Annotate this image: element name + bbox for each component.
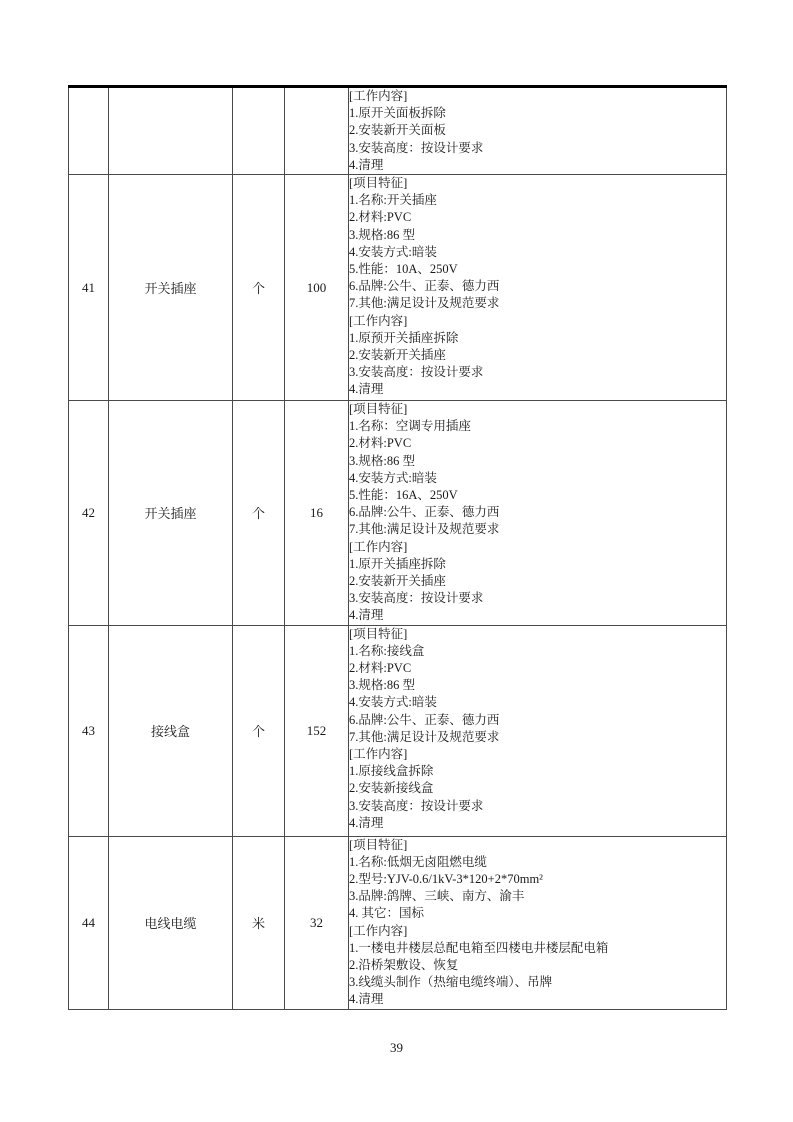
detail-line: 1.名称:接线盒 bbox=[349, 643, 425, 658]
detail-line: 3.安装高度：按设计要求 bbox=[349, 798, 484, 813]
detail-line: 7.其他:满足设计及规范要求 bbox=[349, 296, 500, 311]
table-row bbox=[69, 625, 727, 836]
page-number: 39 bbox=[390, 1040, 403, 1055]
detail-line: 1.一楼电井楼层总配电箱至四楼电井楼层配电箱 bbox=[349, 940, 609, 955]
name-cell: 电线电缆 bbox=[109, 836, 233, 1009]
detail-line: 1.原开关面板拆除 bbox=[349, 106, 446, 121]
detail-line: 1.原开关插座拆除 bbox=[349, 556, 446, 571]
detail-line: 7.其他:满足设计及规范要求 bbox=[349, 729, 500, 744]
boq-table bbox=[68, 85, 727, 1010]
detail-line: [项目特征] bbox=[349, 176, 408, 191]
detail-cell bbox=[349, 836, 727, 1009]
detail-lines bbox=[349, 837, 726, 1009]
detail-cell bbox=[349, 401, 727, 626]
qty-cell bbox=[285, 87, 349, 175]
detail-line: 4.清理 bbox=[349, 157, 384, 172]
name-cell bbox=[109, 87, 233, 175]
name-cell: 接线盒 bbox=[109, 625, 233, 836]
detail-line: 2.型号:YJV-0.6/1kV-3*120+2*70mm² bbox=[349, 872, 543, 887]
unit-cell: 个 bbox=[233, 175, 285, 401]
detail-line: 3.规格:86 型 bbox=[349, 227, 415, 242]
detail-cell bbox=[349, 87, 727, 175]
table-row bbox=[69, 836, 727, 1009]
detail-line: 2.材料:PVC bbox=[349, 436, 412, 451]
detail-line: 2.材料:PVC bbox=[349, 661, 412, 676]
detail-line: 4.清理 bbox=[349, 608, 384, 623]
seq-cell bbox=[69, 87, 109, 175]
detail-line: [工作内容] bbox=[349, 313, 408, 328]
unit-cell: 米 bbox=[233, 836, 285, 1009]
seq-cell: 42 bbox=[69, 401, 109, 626]
detail-line: [工作内容] bbox=[349, 539, 408, 554]
qty-cell: 100 bbox=[285, 175, 349, 401]
detail-line: 3.规格:86 型 bbox=[349, 678, 415, 693]
detail-line: [项目特征] bbox=[349, 402, 408, 417]
qty-cell: 32 bbox=[285, 836, 349, 1009]
qty-cell: 152 bbox=[285, 625, 349, 836]
detail-line: 6.品牌:公牛、正泰、德力西 bbox=[349, 279, 500, 294]
detail-line: 4.安装方式:暗装 bbox=[349, 695, 437, 710]
detail-line: 3.线缆头制作（热缩电缆终端）、吊牌 bbox=[349, 975, 553, 990]
seq-cell: 44 bbox=[69, 836, 109, 1009]
table-row bbox=[69, 175, 727, 401]
detail-line: 1.名称：空调专用插座 bbox=[349, 419, 471, 434]
detail-line: 4. 其它：国标 bbox=[349, 906, 425, 921]
name-cell: 开关插座 bbox=[109, 175, 233, 401]
detail-line: [项目特征] bbox=[349, 626, 408, 641]
detail-line: 3.安装高度：按设计要求 bbox=[349, 365, 484, 380]
detail-line: 2.沿桥架敷设、恢复 bbox=[349, 958, 459, 973]
unit-cell: 个 bbox=[233, 401, 285, 626]
detail-line: 3.安装高度：按设计要求 bbox=[349, 591, 484, 606]
detail-line: 6.品牌:公牛、正泰、德力西 bbox=[349, 505, 500, 520]
detail-line: 1.原预开关插座拆除 bbox=[349, 330, 459, 345]
table-row bbox=[69, 401, 727, 626]
detail-lines bbox=[349, 626, 726, 832]
detail-line: 6.品牌:公牛、正泰、德力西 bbox=[349, 712, 500, 727]
detail-line: 2.安装新开关插座 bbox=[349, 574, 446, 589]
name-cell: 开关插座 bbox=[109, 401, 233, 626]
detail-line: 3.规格:86 型 bbox=[349, 453, 415, 468]
detail-line: 7.其他:满足设计及规范要求 bbox=[349, 522, 500, 537]
detail-line: [工作内容] bbox=[349, 923, 408, 938]
detail-lines bbox=[349, 175, 726, 399]
detail-line: 5.性能：10A、250V bbox=[349, 262, 458, 277]
seq-cell: 41 bbox=[69, 175, 109, 401]
detail-line: [工作内容] bbox=[349, 89, 408, 103]
detail-line: 1.原接线盒拆除 bbox=[349, 764, 434, 779]
detail-line: 2.材料:PVC bbox=[349, 210, 412, 225]
detail-line: 4.安装方式:暗装 bbox=[349, 244, 437, 259]
detail-cell bbox=[349, 625, 727, 836]
detail-line: 3.品牌:鸽牌、三峡、南方、渝丰 bbox=[349, 889, 525, 904]
detail-line: 2.安装新开关插座 bbox=[349, 348, 446, 363]
detail-line: 3.安装高度：按设计要求 bbox=[349, 140, 484, 155]
detail-line: [项目特征] bbox=[349, 837, 408, 852]
seq-cell: 43 bbox=[69, 625, 109, 836]
detail-line: [工作内容] bbox=[349, 747, 408, 762]
detail-line: 2.安装新开关面板 bbox=[349, 123, 446, 138]
detail-line: 1.名称:开关插座 bbox=[349, 193, 437, 208]
qty-cell: 16 bbox=[285, 401, 349, 626]
detail-line: 2.安装新接线盒 bbox=[349, 781, 434, 796]
detail-line: 4.安装方式:暗装 bbox=[349, 470, 437, 485]
detail-lines bbox=[349, 88, 726, 174]
detail-line: 4.清理 bbox=[349, 992, 384, 1007]
detail-cell bbox=[349, 175, 727, 401]
table-row bbox=[69, 87, 727, 175]
unit-cell bbox=[233, 87, 285, 175]
unit-cell: 个 bbox=[233, 625, 285, 836]
detail-lines bbox=[349, 401, 726, 625]
detail-line: 5.性能：16A、250V bbox=[349, 488, 458, 503]
detail-line: 4.清理 bbox=[349, 815, 384, 830]
detail-line: 4.清理 bbox=[349, 382, 384, 397]
detail-line: 1.名称:低烟无卤阻燃电缆 bbox=[349, 854, 487, 869]
